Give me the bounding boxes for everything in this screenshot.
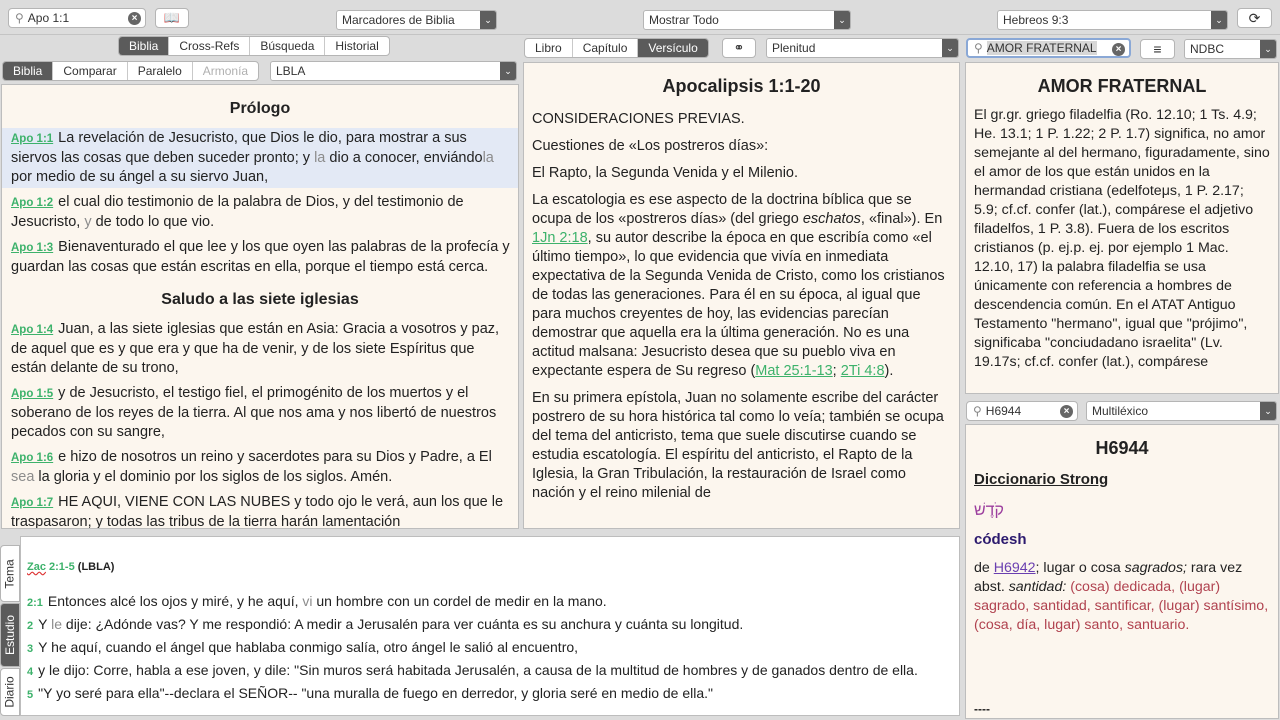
commentary-panel [523, 62, 960, 529]
verse: Apo 1:7 HE AQUI, VIENE CON LAS NUBES y todo ojo le verá, aun los que le traspasaron; y todas las tribus de la tierra harán lamentación [11, 494, 504, 529]
verse-ref-link[interactable]: Apo 1:4 [11, 324, 54, 336]
bible-search-input[interactable]: ⚲ Apo 1:1 × [8, 8, 146, 28]
clear-search-icon[interactable]: × [1112, 43, 1125, 56]
separator: ---- [974, 702, 990, 716]
study-editor[interactable] [20, 536, 960, 716]
paragraph: Cuestiones de «Los postreros días»: [532, 138, 769, 154]
verse: Apo 1:2 el cual dio testimonio de la palabra de Dios, y del testimonio de Jesucristo, y de todo lo que vio. [11, 194, 464, 230]
version-select[interactable]: LBLA ⌄ [270, 61, 517, 81]
dictionary-panel [965, 62, 1279, 394]
verse: Apo 1:4 Juan, a las siete iglesias que están en Asia: Gracia a vosotros y paz, de aquel que es y que era y que ha de venir, y de los siete Espíritus que están delante de su trono, [11, 321, 500, 376]
verse: 3 Y he aquí, cuando el ángel que hablaba conmigo salía, otro ángel le salió al encuentro, [27, 639, 579, 655]
verse: Apo 1:1 La revelación de Jesucristo, que Dios le dio, para mostrar a sus siervos las cosas que deben suceder pronto; y la dio a conocer, enviándola por medio de su ángel a su siervo Juan, [2, 128, 518, 188]
book-button[interactable] [155, 8, 189, 28]
side-tab-estudio[interactable]: Estudio [0, 603, 20, 667]
tab-cross-refs[interactable]: Cross-Refs [169, 37, 250, 55]
bookmarks-select[interactable]: Marcadores de Biblia ⌄ [336, 10, 497, 30]
list-icon: ≡ [1153, 41, 1162, 57]
subtab-armonia[interactable]: Armonía [202, 64, 249, 78]
tab-versiculo[interactable]: Versículo [638, 39, 707, 57]
lexicon-title: H6944 [1095, 438, 1149, 458]
dictionary-search-input[interactable]: ⚲ AMOR FRATERNAL × [966, 38, 1131, 58]
list-button[interactable] [1140, 39, 1175, 59]
section-heading: Prólogo [229, 100, 291, 117]
side-tab-tema[interactable]: Tema [0, 545, 20, 602]
ref-link[interactable]: Mat 25:1-13 [755, 363, 833, 379]
chevron-down-icon: ⌄ [480, 11, 496, 29]
chevron-down-icon: ⌄ [500, 62, 516, 80]
definition: de H6942; lugar o cosa sagrados; rara vez abst. santidad: (cosa) dedicada, (lugar) sagrado, santidad, santificar, (lugar) santísimo, (cosa, día, lugar) santo, santuario. [974, 560, 1269, 633]
clear-search-icon[interactable]: × [128, 12, 141, 25]
verse: Apo 1:5 y de Jesucristo, el testigo fiel, el primogénito de los muertos y el soberano de los reyes de la tierra. Al que nos ama y nos libertó de nuestros pecados con su sangre, [11, 385, 497, 440]
link-button[interactable] [722, 38, 756, 58]
subtab-biblia[interactable]: Biblia [3, 62, 53, 80]
dictionary-title: AMOR FRATERNAL [1037, 76, 1207, 96]
sync-button[interactable] [1237, 8, 1272, 28]
chevron-down-icon: ⌄ [942, 39, 958, 57]
search-icon: ⚲ [15, 11, 24, 25]
tab-busqueda[interactable]: Búsqueda [250, 37, 325, 55]
paragraph: El Rapto, la Segunda Venida y el Milenio. [532, 165, 799, 181]
book-icon: 📖 [163, 10, 181, 25]
verse-ref-link[interactable]: Apo 1:1 [11, 133, 54, 145]
commentary-select[interactable]: Plenitud ⌄ [766, 38, 959, 58]
verse-ref-link[interactable]: Apo 1:5 [11, 388, 54, 400]
sync-icon: ⟳ [1248, 9, 1261, 26]
subtab-comparar[interactable]: Comparar [53, 62, 127, 80]
transliteration: códesh [974, 531, 1027, 548]
ref-link[interactable]: 2Ti 4:8 [840, 363, 885, 379]
ref-link[interactable]: 1Jn 2:18 [532, 230, 588, 246]
lexicon-search-input[interactable]: ⚲ H6944 × [966, 401, 1078, 421]
verse: 2 Y le dije: ¿Adónde vas? Y me respondió: A medir a Jerusalén para ver cuánta es su anchura y cuánta su longitud. [27, 616, 744, 632]
side-tab-diario[interactable]: Diario [0, 668, 20, 716]
chevron-down-icon: ⌄ [1260, 40, 1276, 58]
dictionary-name: Diccionario Strong [974, 471, 1109, 488]
dictionary-select[interactable]: NDBC ⌄ [1184, 39, 1277, 59]
passage-text [27, 592, 949, 707]
filter-select[interactable]: Mostrar Todo ⌄ [643, 10, 851, 30]
tab-capitulo[interactable]: Capítulo [573, 39, 639, 57]
link-icon: ⚭ [733, 40, 745, 55]
chevron-down-icon: ⌄ [1211, 11, 1227, 29]
verse-ref-link[interactable]: Apo 1:2 [11, 197, 54, 209]
dictionary-body: El gr.gr. griego filadelfia (Ro. 12.10; 1 Ts. 4.9; He. 13.1; 1 P. 1.22; 2 P. 1.7) significa, no amor semejante al del hermano, figuradamente, sino el amor de los que están unidos en la hermandad cristiana (edelfoteμs, 1 P. 2.17; 5.9; cf.cf. confer (lat.), compárese el adjetivo filadelfos, 1 P. 3.8). Fuera de los escritos cristianos (p. ej.p. ej. por ejemplo 1 Mac. 12.10, 17) la palabra filadelfia se usa únicamente con referencia a hombres de descendencia común. En el ATAT Antiguo Testamento "hermano", igual que "prójimo", significaba "conciudadano israelita" (Lv. 19.17s; cf.cf. confer (lat.), compárese [974, 107, 1270, 370]
reference-select[interactable]: Hebreos 9:3 ⌄ [997, 10, 1228, 30]
tab-historial[interactable]: Historial [335, 39, 379, 53]
verse: Apo 1:3 Bienaventurado el que lee y los que oyen las palabras de la profecía y guardan las cosas que están escritas en ella, porque el tiempo está cerca. [11, 239, 510, 275]
search-icon: ⚲ [974, 41, 983, 55]
search-icon: ⚲ [973, 404, 982, 418]
bible-text-panel [1, 84, 519, 529]
paragraph: En su primera epístola, Juan no solamente escribe del carácter postrero de su hora histórica tal como lo veía; también se ocupa del tema del anticristo, tema que suele discutirse cuando se estudia escatología. El espíritu del anticristo, el Rapto de la Iglesia, la Gran Tribulación, la restauración de Israel como nación y el reino milenial de [532, 390, 944, 501]
subtab-paralelo[interactable]: Paralelo [128, 62, 193, 80]
tab-libro[interactable]: Libro [525, 39, 573, 57]
section-heading: Saludo a las siete iglesias [161, 291, 359, 308]
strong-link[interactable]: H6942 [993, 560, 1036, 576]
lexicon-select[interactable]: Multiléxico ⌄ [1086, 401, 1277, 421]
verse: 5 "Y yo seré para ella"--declara el SEÑOR-- "una muralla de fuego en derredor, y gloria seré en medio de ella." [27, 685, 713, 701]
hebrew-word: קֹדֶשׁ [974, 502, 1004, 519]
clear-search-icon[interactable]: × [1060, 405, 1073, 418]
left-main-tabs [118, 36, 390, 56]
verse: 2:1 Entonces alcé los ojos y miré, y he aquí, vi un hombre con un cordel de medir en la mano. [27, 593, 607, 609]
verse-ref-link[interactable]: Apo 1:6 [11, 452, 54, 464]
toolbar-divider [0, 34, 1280, 35]
paragraph: La escatologia es ese aspecto de la doctrina bíblica que se ocupa de los «postreros días» (del griego eschatos, «final»). En 1Jn 2:18, su autor describe la época en que escribía como «el último tiempo», lo que evidencia que vivía en inmediata expectativa de la Segunda Venida de Cristo, como los cristianos de todas las generaciones. Para él en su época, al igual que para muchos creyentes de hoy, las evidencias parecían demostrar que aquella era la última generación. No es una actitud malsana: Jesucristo desea que su pueblo viva en expectante espera de Su regreso (Mat 25:1-13; 2Ti 4:8). [532, 192, 945, 379]
chevron-down-icon: ⌄ [834, 11, 850, 29]
lexicon-panel [965, 424, 1279, 719]
paragraph: CONSIDERACIONES PREVIAS. [532, 111, 745, 127]
commentary-title: Apocalipsis 1:1-20 [662, 76, 821, 96]
passage-reference: Zac 2:1-5 (LBLA) [27, 561, 115, 573]
chevron-down-icon: ⌄ [1260, 402, 1276, 420]
verse-ref-link[interactable]: Apo 1:7 [11, 497, 54, 509]
tab-biblia[interactable]: Biblia [119, 37, 169, 55]
left-sub-tabs [2, 61, 259, 81]
verse: Apo 1:6 e hizo de nosotros un reino y sacerdotes para su Dios y Padre, a El sea la gloria y el dominio por los siglos de los siglos. Amén. [11, 449, 492, 485]
scope-tabs [524, 38, 709, 58]
verse-ref-link[interactable]: Apo 1:3 [11, 242, 54, 254]
verse: 4 y le dijo: Corre, habla a ese joven, y dile: "Sin muros será habitada Jerusalén, a causa de la multitud de hombres y de ganados dentro de ella. [27, 662, 918, 678]
